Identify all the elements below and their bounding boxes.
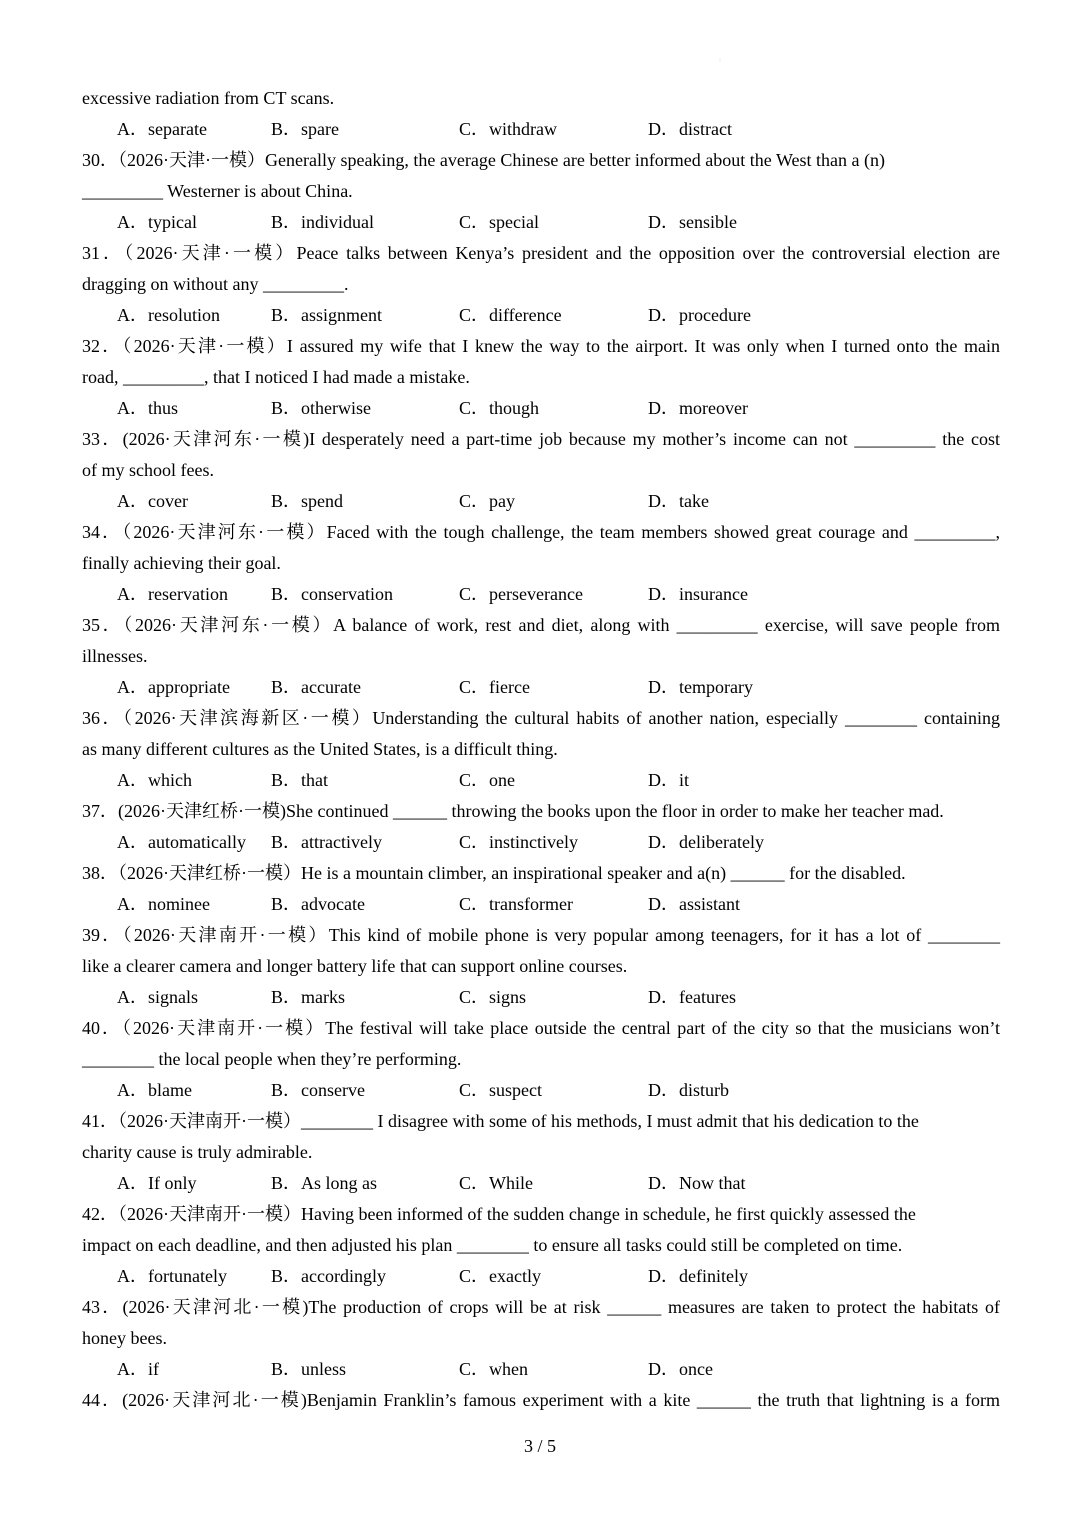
question-text-line: of my school fees.	[82, 460, 214, 480]
question-text-line: as many different cultures as the United States, is a difficult thing.	[82, 739, 558, 759]
answer-options	[82, 1168, 1000, 1199]
option-c: C．though	[459, 398, 540, 418]
question-text-line: 39．（2026·天津南开·一模）This kind of mobile phone is very popular among teenagers, for it has a lot of ________	[82, 925, 1000, 945]
question-text-line: illnesses.	[82, 646, 148, 666]
option-c: C．withdraw	[459, 119, 557, 139]
answer-options	[82, 393, 1000, 424]
question-text-line: 33．(2026·天津河东·一模)I desperately need a part-time job because my mother’s income can not _________ the cost	[82, 429, 1000, 449]
option-d: D．procedure	[648, 305, 751, 325]
question-text-line: 31．（2026·天津·一模）Peace talks between Kenya’s president and the opposition over the controversial election are	[82, 243, 1000, 263]
question-text-line: 32．（2026·天津·一模）I assured my wife that I knew the way to the airport. It was only when I turned onto the main	[82, 336, 1000, 356]
option-b: B．that	[271, 770, 328, 790]
question-text-line: honey bees.	[82, 1328, 167, 1348]
option-a: A．automatically	[117, 832, 246, 852]
answer-options	[82, 889, 1000, 920]
option-b: B．advocate	[271, 894, 365, 914]
question-list	[82, 83, 1000, 1416]
option-d: D．it	[648, 770, 690, 790]
option-b: B．otherwise	[271, 398, 371, 418]
question-text-line: 30．（2026·天津·一模）Generally speaking, the average Chinese are better informed about the West than a (n)	[82, 150, 885, 170]
question-text-line: 40．（2026·天津南开·一模）The festival will take place outside the central part of the city so that the musicians won’t	[82, 1018, 1000, 1038]
option-a: A．cover	[117, 491, 188, 511]
option-c: C．instinctively	[459, 832, 578, 852]
answer-options	[82, 1261, 1000, 1292]
option-d: D．temporary	[648, 677, 753, 697]
option-a: A．separate	[117, 119, 207, 139]
option-b: B．spare	[271, 119, 339, 139]
option-b: B．individual	[271, 212, 374, 232]
option-b: B．attractively	[271, 832, 382, 852]
option-b: B．accordingly	[271, 1266, 386, 1286]
option-a: A．nominee	[117, 894, 210, 914]
answer-options	[82, 765, 1000, 796]
question-text-line: 44．(2026·天津河北·一模)Benjamin Franklin’s famous experiment with a kite ______ the truth that lightning is a form	[82, 1390, 1000, 1410]
option-a: A．thus	[117, 398, 179, 418]
option-d: D．moreover	[648, 398, 748, 418]
question-text-line: charity cause is truly admirable.	[82, 1142, 313, 1162]
option-c: C．pay	[459, 491, 515, 511]
option-d: D．Now that	[648, 1173, 746, 1193]
answer-options	[82, 114, 1000, 145]
option-d: D．once	[648, 1359, 713, 1379]
option-a: A．signals	[117, 987, 198, 1007]
option-b: B．accurate	[271, 677, 361, 697]
answer-options	[82, 1354, 1000, 1385]
option-a: A．typical	[117, 212, 197, 232]
answer-options	[82, 672, 1000, 703]
option-b: B．marks	[271, 987, 345, 1007]
question-text-line: 37．(2026·天津红桥·一模)She continued ______ throwing the books upon the floor in order to make her teacher mad.	[82, 801, 944, 821]
question-text-line: impact on each deadline, and then adjusted his plan ________ to ensure all tasks could still be completed on time.	[82, 1235, 903, 1255]
answer-options	[82, 827, 1000, 858]
option-b: B．conservation	[271, 584, 393, 604]
option-b: B．As long as	[271, 1173, 378, 1193]
option-c: C．transformer	[459, 894, 573, 914]
question-text-line: like a clearer camera and longer battery life that can support online courses.	[82, 956, 628, 976]
answer-options	[82, 207, 1000, 238]
question-text-line: road, _________, that I noticed I had made a mistake.	[82, 367, 470, 387]
option-b: B．conserve	[271, 1080, 365, 1100]
option-d: D．sensible	[648, 212, 737, 232]
question-text-line: 35．（2026·天津河东·一模）A balance of work, rest and diet, along with _________ exercise, will save people from	[82, 615, 1000, 635]
option-a: A．If only	[117, 1173, 197, 1193]
question-text-line: _________ Westerner is about China.	[82, 181, 353, 201]
option-a: A．reservation	[117, 584, 228, 604]
option-a: A．fortunately	[117, 1266, 227, 1286]
option-d: D．assistant	[648, 894, 740, 914]
option-a: A．appropriate	[117, 677, 230, 697]
option-a: A．resolution	[117, 305, 220, 325]
question-text-line: 34．（2026·天津河东·一模）Faced with the tough challenge, the team members showed great courage and _________,	[82, 522, 1000, 542]
corner-mark: :	[719, 57, 722, 64]
question-text-line: 42．（2026·天津南开·一模）Having been informed of the sudden change in schedule, he first quickly assessed the	[82, 1204, 916, 1224]
question-text-line: dragging on without any _________.	[82, 274, 349, 294]
question-text-line: 38．（2026·天津红桥·一模）He is a mountain climber, an inspirational speaker and a(n) ______ for the disabled.	[82, 863, 906, 883]
option-d: D．deliberately	[648, 832, 764, 852]
option-c: C．special	[459, 212, 539, 232]
option-c: C．While	[459, 1173, 533, 1193]
question-text-line: finally achieving their goal.	[82, 553, 281, 573]
option-c: C．fierce	[459, 677, 530, 697]
option-c: C．suspect	[459, 1080, 542, 1100]
question-text-line: excessive radiation from CT scans.	[82, 88, 335, 108]
option-b: B．assignment	[271, 305, 382, 325]
option-d: D．features	[648, 987, 736, 1007]
option-a: A．blame	[117, 1080, 192, 1100]
page-number: 3 / 5	[523, 1436, 556, 1456]
answer-options	[82, 1075, 1000, 1106]
option-c: C．exactly	[459, 1266, 541, 1286]
question-text-line: 43．(2026·天津河北·一模)The production of crops will be at risk ______ measures are taken to protect the habitats of	[82, 1297, 1000, 1317]
option-c: C．difference	[459, 305, 562, 325]
option-c: C．perseverance	[459, 584, 583, 604]
option-c: C．one	[459, 770, 515, 790]
option-d: D．distract	[648, 119, 732, 139]
option-c: C．when	[459, 1359, 528, 1379]
option-c: C．signs	[459, 987, 527, 1007]
answer-options	[82, 486, 1000, 517]
question-text-line: ________ the local people when they’re performing.	[82, 1049, 462, 1069]
option-a: A．if	[117, 1359, 159, 1379]
option-d: D．insurance	[648, 584, 748, 604]
option-d: D．disturb	[648, 1080, 729, 1100]
option-b: B．unless	[271, 1359, 347, 1379]
question-text-line: 41．（2026·天津南开·一模）________ I disagree with some of his methods, I must admit that his dedication to the	[82, 1111, 919, 1131]
answer-options	[82, 579, 1000, 610]
answer-options	[82, 982, 1000, 1013]
answer-options	[82, 300, 1000, 331]
option-d: D．definitely	[648, 1266, 748, 1286]
option-d: D．take	[648, 491, 709, 511]
option-a: A．which	[117, 770, 192, 790]
option-b: B．spend	[271, 491, 343, 511]
question-text-line: 36．（2026·天津滨海新区·一模）Understanding the cultural habits of another nation, especially ________ containing	[82, 708, 1000, 728]
